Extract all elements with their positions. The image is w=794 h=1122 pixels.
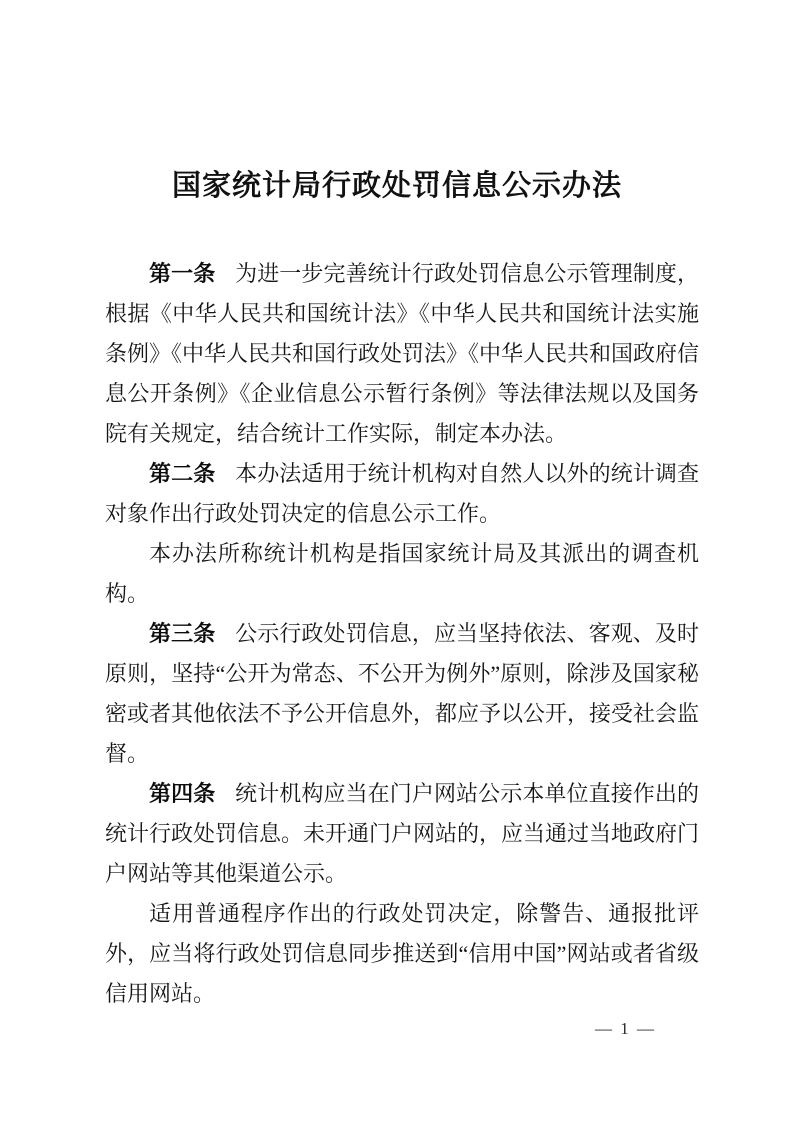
paragraph-article-2 bbox=[105, 454, 699, 534]
paragraph-text: 本办法适用于统计机构对自然人以外的统计调查对象作出行政处罚决定的信息公示工作。 bbox=[105, 461, 699, 526]
paragraph-article-4 bbox=[105, 774, 699, 894]
paragraph-text: 本办法所称统计机构是指国家统计局及其派出的调查机构。 bbox=[105, 541, 699, 606]
paragraph-text: 公示行政处罚信息，应当坚持依法、客观、及时原则，坚持“公开为常态、不公开为例外”原则，除涉及国家秘密或者其他依法不予公开信息外，都应予以公开，接受社会监督。 bbox=[105, 621, 700, 766]
article-label: 第一条 bbox=[149, 261, 216, 286]
paragraph-text: 为进一步完善统计行政处罚信息公示管理制度，根据《中华人民共和国统计法》《中华人民共和国统计法实施条例》《中华人民共和国行政处罚法》《中华人民共和国政府信息公开条例》《企业信息公示暂行条例》等法律法规以及国务院有关规定，结合统计工作实际，制定本办法。 bbox=[105, 261, 700, 446]
paragraph-article-1 bbox=[105, 254, 699, 454]
paragraph-text: 统计机构应当在门户网站公示本单位直接作出的统计行政处罚信息。未开通门户网站的，应当通过当地政府门户网站等其他渠道公示。 bbox=[105, 781, 700, 886]
paragraph-article-2-continued bbox=[105, 534, 699, 614]
paragraph-text: 适用普通程序作出的行政处罚决定，除警告、通报批评外，应当将行政处罚信息同步推送到“信用中国”网站或者省级信用网站。 bbox=[105, 901, 699, 1006]
article-label: 第二条 bbox=[149, 461, 216, 486]
page-number: — 1 — bbox=[595, 1019, 656, 1038]
article-label: 第三条 bbox=[149, 621, 216, 646]
paragraph-article-4-continued bbox=[105, 894, 699, 1014]
article-label: 第四条 bbox=[149, 781, 216, 806]
paragraph-article-3 bbox=[105, 614, 699, 774]
document-title: 国家统计局行政处罚信息公示办法 bbox=[171, 170, 622, 202]
document-body bbox=[105, 254, 699, 1014]
